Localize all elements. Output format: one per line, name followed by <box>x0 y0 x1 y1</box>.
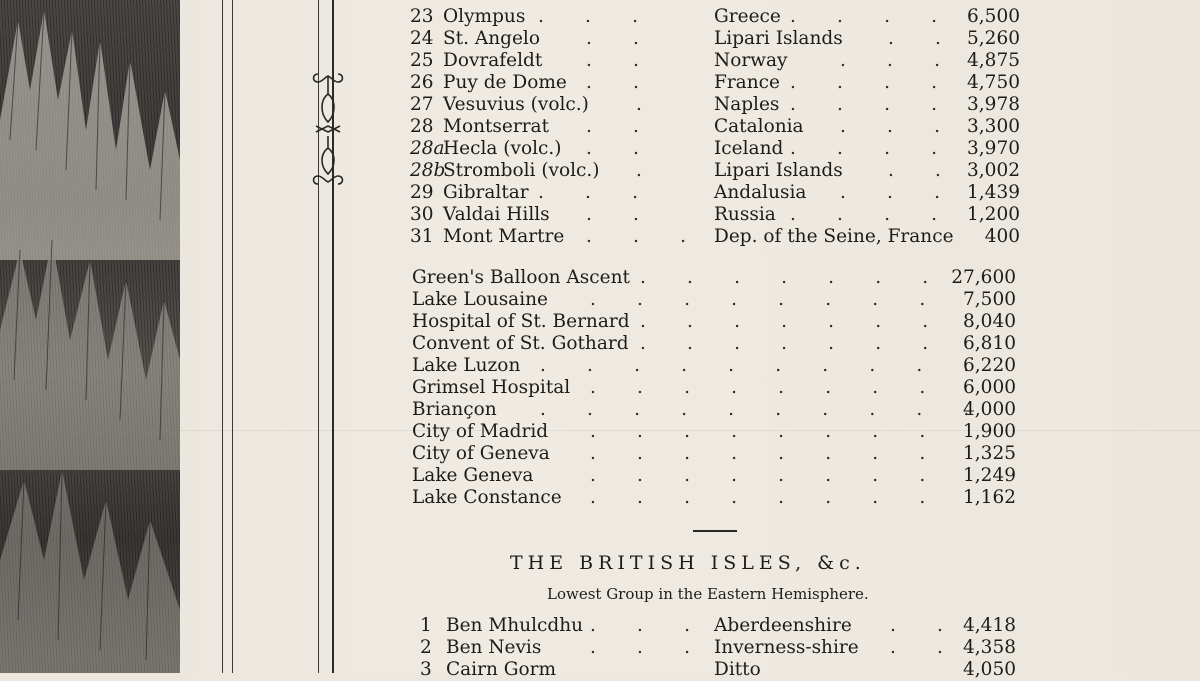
mountain-location: Dep. of the Seine, France <box>714 226 954 247</box>
place-height: 4,000 <box>963 399 1016 420</box>
mountain-name: Ben Mhulcdhu <box>446 615 584 636</box>
mountain-height: 3,978 <box>967 94 1020 115</box>
place-name: Lake Luzon <box>412 355 521 376</box>
scroll-ornament <box>310 66 346 192</box>
mountain-peaks-illustration <box>0 0 180 673</box>
border-rule <box>232 0 233 673</box>
row-number: 29 <box>410 182 434 203</box>
table-row <box>420 659 1016 681</box>
border-rule <box>222 0 223 673</box>
place-name: Lake Geneva <box>412 465 534 486</box>
mountain-name: Mont Martre <box>443 226 565 247</box>
table-row: 1 Ben Mhulcdhu . . . Aberdeenshire . . 4,418 <box>420 615 1016 636</box>
place-name: Green's Balloon Ascent <box>412 267 630 288</box>
mountain-location: Ditto <box>714 659 761 680</box>
place-name: City of Madrid <box>412 421 549 442</box>
place-name: Convent of St. Gothard <box>412 333 629 354</box>
mountain-location: Inverness-shire <box>714 637 859 658</box>
row-number: 23 <box>410 6 434 27</box>
table-row: 2 Ben Nevis . . . Inverness-shire . . 4,358 <box>420 637 1016 658</box>
table-row: Grimsel Hospital . . . . . . . . 6,000 <box>412 377 1016 398</box>
place-name: Lake Constance <box>412 487 562 508</box>
mountain-name: Montserrat <box>443 116 550 137</box>
mountain-location: Lipari Islands <box>714 160 843 181</box>
place-height: 27,600 <box>951 267 1016 288</box>
mountain-location: Iceland <box>714 138 784 159</box>
mountain-height: 1,439 <box>967 182 1020 203</box>
mountain-location: Russia <box>714 204 776 225</box>
row-number: 31 <box>410 226 434 247</box>
mountain-name: Vesuvius (volc.) <box>443 94 589 115</box>
row-number: 2 <box>420 637 432 658</box>
section-subheading: Lowest Group in the Eastern Hemisphere. <box>547 585 869 603</box>
mountain-name: Puy de Dome <box>443 72 567 93</box>
mountain-height: 3,002 <box>967 160 1020 181</box>
mountain-name: Dovrafeldt <box>443 50 543 71</box>
mountain-location: Andalusia <box>714 182 807 203</box>
table-row: 29 Gibraltar . . . Andalusia . . . 1,439 <box>410 182 1020 203</box>
section-heading: THE BRITISH ISLES, &c. <box>510 552 866 574</box>
table-row: 25 Dovrafeldt . . Norway . . . 4,875 <box>410 50 1020 71</box>
mountain-location: Norway <box>714 50 788 71</box>
table-row: Hospital of St. Bernard . . . . . . . 8,040 <box>412 311 1016 332</box>
table-row: Lake Luzon . . . . . . . . . . 6,220 <box>412 355 1016 376</box>
table-row: 23 Olympus . . . Greece . . . . 6,500 <box>410 6 1020 27</box>
row-number: 3 <box>420 659 432 680</box>
mountain-height: 4,750 <box>967 72 1020 93</box>
table-row: 28 Montserrat . . Catalonia . . . 3,300 <box>410 116 1020 137</box>
mountain-name: Olympus <box>443 6 526 27</box>
mountain-location: France <box>714 72 780 93</box>
table-row: Briançon . . . . . . . . . . 4,000 <box>412 399 1016 420</box>
row-number: 28 <box>410 116 434 137</box>
row-number: 24 <box>410 28 434 49</box>
place-height: 1,162 <box>963 487 1016 508</box>
row-number: 25 <box>410 50 434 71</box>
row-number: 28b <box>410 160 446 181</box>
place-height: 1,325 <box>963 443 1016 464</box>
place-height: 6,000 <box>963 377 1016 398</box>
mountain-height: 400 <box>984 226 1020 247</box>
mountain-height: 3,300 <box>967 116 1020 137</box>
table-row: 28a Hecla (volc.) . . Iceland . . . . 3,970 <box>410 138 1020 159</box>
place-height: 7,500 <box>963 289 1016 310</box>
place-height: 6,220 <box>963 355 1016 376</box>
table-row: City of Geneva . . . . . . . . 1,325 <box>412 443 1016 464</box>
place-height: 8,040 <box>963 311 1016 332</box>
mountain-location: Greece <box>714 6 781 27</box>
mountain-height: 3,970 <box>967 138 1020 159</box>
mountain-name: Gibraltar <box>443 182 529 203</box>
table-row: 27 Vesuvius (volc.) . Naples . . . . 3,978 <box>410 94 1020 115</box>
place-name: Grimsel Hospital <box>412 377 571 398</box>
place-name: Hospital of St. Bernard <box>412 311 630 332</box>
place-height: 1,249 <box>963 465 1016 486</box>
table-row: Lake Lousaine . . . . . . . . 7,500 <box>412 289 1016 310</box>
row-number: 30 <box>410 204 434 225</box>
row-number: 28a <box>410 138 445 159</box>
row-number: 26 <box>410 72 434 93</box>
table-row: 30 Valdai Hills . . Russia . . . . 1,200 <box>410 204 1020 225</box>
table-row: 26 Puy de Dome . . France . . . . 4,750 <box>410 72 1020 93</box>
mountain-height: 4,358 <box>963 637 1016 658</box>
table-row: Lake Geneva . . . . . . . . 1,249 <box>412 465 1016 486</box>
mountain-height: 6,500 <box>967 6 1020 27</box>
mountain-engraving <box>0 0 180 673</box>
table-row: Green's Balloon Ascent . . . . . . . 27,600 <box>412 267 1016 288</box>
mountain-name: Valdai Hills <box>443 204 550 225</box>
mountain-height: 4,050 <box>963 659 1016 680</box>
mountain-location: Lipari Islands <box>714 28 843 49</box>
mountain-location: Aberdeenshire <box>714 615 852 636</box>
mountain-name: Cairn Gorm <box>446 659 557 680</box>
mountain-name: Stromboli (volc.) <box>443 160 600 181</box>
mountain-height: 4,418 <box>963 615 1016 636</box>
table-row: 31 Mont Martre . . . Dep. of the Seine, France 400 <box>410 226 1020 247</box>
place-name: Briançon <box>412 399 497 420</box>
table-row: 24 St. Angelo . . Lipari Islands . . 5,260 <box>410 28 1020 49</box>
mountain-height: 5,260 <box>967 28 1020 49</box>
mountain-name: Hecla (volc.) <box>443 138 562 159</box>
mountain-name: St. Angelo <box>443 28 540 49</box>
table-row: Convent of St. Gothard . . . . . . . 6,810 <box>412 333 1016 354</box>
table-row: Lake Constance . . . . . . . . 1,162 <box>412 487 1016 508</box>
mountain-height: 1,200 <box>967 204 1020 225</box>
section-divider <box>693 530 737 532</box>
mountain-location: Naples <box>714 94 780 115</box>
table-row: City of Madrid . . . . . . . . 1,900 <box>412 421 1016 442</box>
table-row: 28b Stromboli (volc.) . Lipari Islands . . 3,002 <box>410 160 1020 181</box>
place-height: 6,810 <box>963 333 1016 354</box>
place-name: City of Geneva <box>412 443 550 464</box>
place-height: 1,900 <box>963 421 1016 442</box>
row-number: 27 <box>410 94 434 115</box>
mountain-name: Ben Nevis <box>446 637 542 658</box>
place-name: Lake Lousaine <box>412 289 548 310</box>
row-number: 1 <box>420 615 432 636</box>
mountain-location: Catalonia <box>714 116 804 137</box>
mountain-height: 4,875 <box>967 50 1020 71</box>
